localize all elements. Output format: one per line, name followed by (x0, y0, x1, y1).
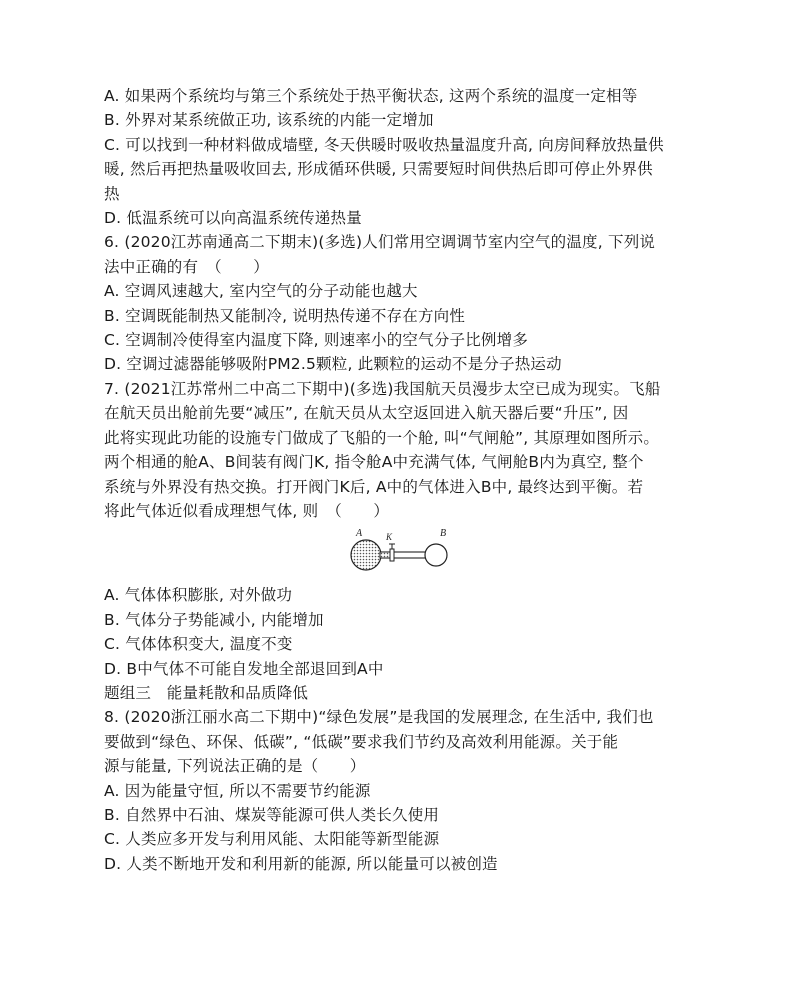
q7-stem-line5: 系统与外界没有热交换。打开阀门K后, A中的气体进入B中, 最终达到平衡。若 (104, 477, 644, 496)
label-b: B (440, 528, 447, 540)
question-6 (104, 230, 684, 376)
q7-stem-line6: 将此气体近似看成理想气体, 则 （ ） (104, 501, 390, 520)
q5-option-c-line1: C. 可以找到一种材料做成墙壁, 冬天供暖时吸收热量温度升高, 向房间释放热量供 (104, 135, 664, 154)
question-5-options (104, 84, 684, 230)
valve-k (390, 549, 394, 561)
q8-option-b: B. 自然界中石油、煤炭等能源可供人类长久使用 (104, 805, 440, 824)
airlock-diagram (104, 525, 684, 581)
question-content (104, 84, 684, 876)
q7-option-a: A. 气体体积膨胀, 对外做功 (104, 586, 293, 605)
q7-stem-line1: 7. (2021江苏常州二中高二下期中)(多选)我国航天员漫步太空已成为现实。飞船 (104, 379, 661, 398)
q5-option-b: B. 外界对某系统做正功, 该系统的内能一定增加 (104, 111, 434, 130)
q5-option-a: A. 如果两个系统均与第三个系统处于热平衡状态, 这两个系统的温度一定相等 (104, 87, 638, 105)
q8-option-d: D. 人类不断地开发和利用新的能源, 所以能量可以被创造 (104, 854, 498, 873)
q6-stem-line2: 法中正确的有 （ ） (104, 257, 269, 276)
q5-option-c-line2: 暖, 然后再把热量吸收回去, 形成循环供暖, 只需要短时间供热后即可停止外界供 (104, 160, 653, 179)
label-k: K (386, 532, 393, 543)
q7-stem-line4: 两个相通的舱A、B间装有阀门K, 指令舱A中充满气体, 气闸舱B内为真空, 整个 (104, 453, 644, 472)
chamber-a (351, 540, 381, 570)
chamber-b (425, 544, 447, 566)
q7-option-d: D. B中气体不可能自发地全部退回到A中 (104, 659, 384, 678)
q7-stem-line2: 在航天员出舱前先要“减压”, 在航天员从太空返回进入航天器后要“升压”, 因 (104, 404, 629, 423)
q6-option-c: C. 空调制冷使得室内温度下降, 则速率小的空气分子比例增多 (104, 331, 529, 350)
group-3-title: 题组三 能量耗散和品质降低 (104, 683, 309, 702)
q5-option-c-line3: 热 (104, 184, 120, 203)
q8-stem-line3: 源与能量, 下列说法正确的是（ ） (104, 757, 366, 776)
q5-option-d: D. 低温系统可以向高温系统传递热量 (104, 209, 362, 228)
q6-option-d: D. 空调过滤器能够吸附PM2.5颗粒, 此颗粒的运动不是分子热运动 (104, 355, 562, 374)
q7-option-b: B. 气体分子势能减小, 内能增加 (104, 610, 324, 629)
airlock-diagram-svg (344, 525, 454, 581)
q6-option-a: A. 空调风速越大, 室内空气的分子动能也越大 (104, 282, 418, 301)
q6-stem-line1: 6. (2020江苏南通高二下期末)(多选)人们常用空调调节室内空气的温度, 下列说 (104, 233, 656, 252)
question-7 (104, 377, 684, 681)
q7-stem-line3: 此将实现此功能的设施专门做成了飞船的一个舱, 叫“气闸舱”, 其原理如图所示。 (104, 428, 660, 447)
q8-option-a: A. 因为能量守恒, 所以不需要节约能源 (104, 781, 371, 800)
q8-stem-line1: 8. (2020浙江丽水高二下期中)“绿色发展”是我国的发展理念, 在生活中, 我们也 (104, 708, 654, 727)
question-8 (104, 705, 684, 876)
label-a: A (356, 528, 363, 540)
q8-option-c: C. 人类应多开发与利用风能、太阳能等新型能源 (104, 830, 440, 849)
q7-option-c: C. 气体体积变大, 温度不变 (104, 635, 293, 654)
q6-option-b: B. 空调既能制热又能制冷, 说明热传递不存在方向性 (104, 306, 466, 325)
q8-stem-line2: 要做到“绿色、环保、低碳”, “低碳”要求我们节约及高效利用能源。关于能 (104, 732, 619, 751)
